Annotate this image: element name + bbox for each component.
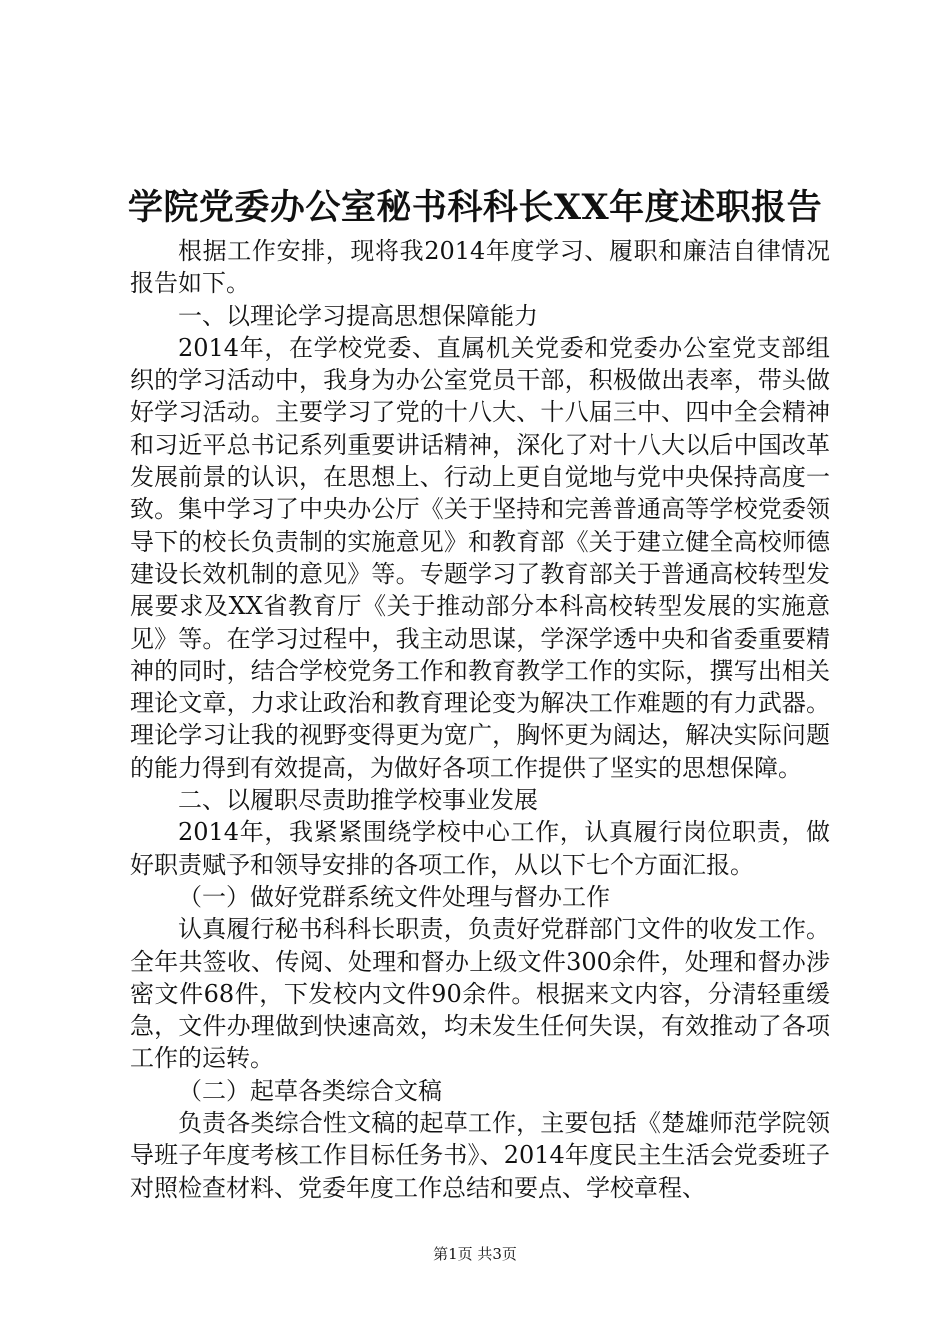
subsection-heading-1: （一）做好党群系统文件处理与督办工作 — [178, 882, 610, 911]
intro-paragraph: 根据工作安排，现将我2014年度学习、履职和廉洁自律情况报告如下。 — [130, 237, 830, 298]
body-paragraph: 认真履行秘书科科长职责，负责好党群部门文件的收发工作。全年共签收、传阅、处理和督办上级文件300余件，处理和督办涉密文件68件，下发校内文件90余件。根据来文内容，分清轻重缓急，文件办理做到快速高效，均未发生任何失误，有效推动了各项工作的运转。 — [130, 915, 830, 1073]
body-paragraph: 2014年，在学校党委、直属机关党委和党委办公室党支部组织的学习活动中，我身为办公室党员干部，积极做出表率，带头做好学习活动。主要学习了党的十八大、十八届三中、四中全会精神和习近平总书记系列重要讲话精神，深化了对十八大以后中国改革发展前景的认识，在思想上、行动上更自觉地与党中央保持高度一致。集中学习了中央办公厅《关于坚持和完善普通高等学校党委领导下的校长负责制的实施意见》和教育部《关于建立健全高校师德建设长效机制的意见》等。专题学习了教育部关于普通高校转型发展要求及XX省教育厅《关于推动部分本科高校转型发展的实施意见》等。在学习过程中，我主动思谋，学深学透中央和省委重要精神的同时，结合学校党务工作和教育教学工作的实际，撰写出相关理论文章，力求让政治和教育理论变为解决工作难题的有力武器。理论学习让我的视野变得更为宽广，胸怀更为阔达，解决实际问题的能力得到有效提高，为做好各项工作提供了坚实的思想保障。 — [130, 333, 830, 782]
body-paragraph: 2014年，我紧紧围绕学校中心工作，认真履行岗位职责，做好职责赋予和领导安排的各项工作，从以下七个方面汇报。 — [130, 818, 830, 879]
section-heading-2: 二、以履职尽责助推学校事业发展 — [178, 786, 538, 815]
page-number-footer: 第1页 共3页 — [433, 1245, 517, 1263]
document-body — [130, 235, 830, 1204]
body-paragraph: 负责各类综合性文稿的起草工作，主要包括《楚雄师范学院领导班子年度考核工作目标任务书》、2014年度民主生活会党委班子对照检查材料、党委年度工作总结和要点、学校章程、 — [130, 1109, 830, 1202]
subsection-heading-2: （二）起草各类综合文稿 — [178, 1076, 442, 1105]
section-heading-1: 一、以理论学习提高思想保障能力 — [178, 301, 538, 330]
document-title: 学院党委办公室秘书科科长XX年度述职报告 — [127, 187, 823, 228]
